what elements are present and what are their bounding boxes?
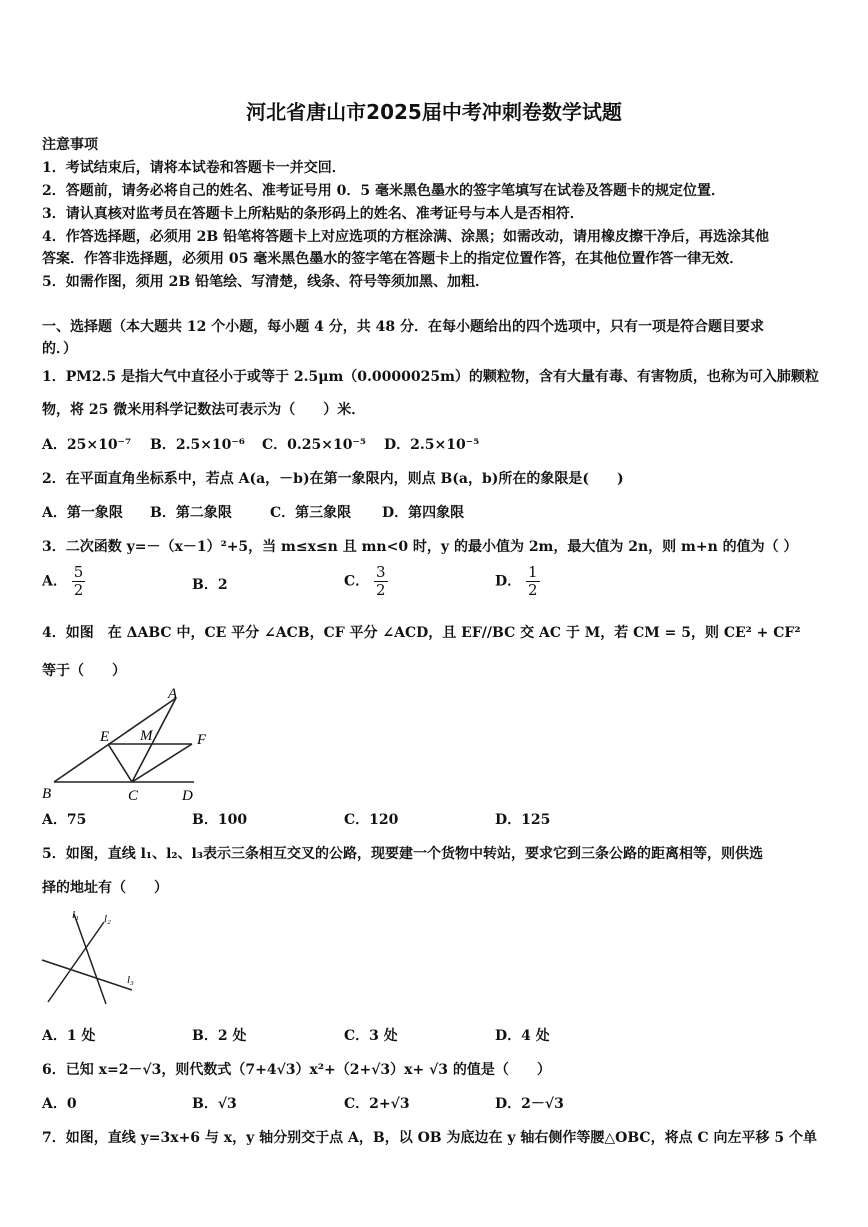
point-label: E (100, 729, 110, 745)
option-d: D．第四象限 (382, 505, 465, 521)
question-7-stem: 7．如图，直线 y=3x+6 与 x，y 轴分别交于点 A，B，以 OB 为底边在 y 轴右侧作等腰△OBC，将点 C 向左平移 5 个单 (42, 1130, 817, 1146)
option-c: C． $\frac{3}{2}$ (344, 563, 386, 599)
line-label: l₂ (104, 913, 111, 925)
question-5-stem-cont: 择的地址有（ ） (42, 880, 168, 896)
option-a: A．0 (42, 1096, 77, 1112)
option-c: C．2+√3 (344, 1096, 410, 1112)
option-a: A．第一象限 (42, 505, 123, 521)
option-c: C．120 (344, 812, 399, 828)
option-b: B．2.5×10⁻⁶ (150, 437, 245, 453)
option-d: D． $\frac{1}{2}$ (495, 563, 538, 599)
question-3-stem: 3．二次函数 y=－（x－1）²+5，当 m≤x≤n 且 mn<0 时，y 的最小值为 2m，最大值为 2n，则 m+n 的值为（ ） (42, 539, 798, 555)
fraction: $\frac{3}{2}$ (376, 563, 386, 599)
fraction: $\frac{1}{2}$ (528, 563, 538, 599)
option-a: A．1 处 (42, 1028, 96, 1044)
option-d: D．4 处 (495, 1028, 550, 1044)
question-1-stem: 1．PM2.5 是指大气中直径小于或等于 2.5μm（0.0000025m）的颗粒物，含有大量有毒、有害物质，也称为可入肺颗粒 (42, 369, 819, 385)
triangle-figure (40, 684, 230, 804)
option-b: B．2 处 (192, 1028, 247, 1044)
section-header-cont: 的．） (42, 341, 77, 357)
option-a: A． $\frac{5}{2}$ (42, 563, 84, 599)
notice-item: 1．考试结束后，请将本试卷和答题卡一并交回． (42, 160, 346, 176)
point-label: D (182, 788, 193, 804)
option-d: D．125 (495, 812, 551, 828)
line-label: l₁ (72, 909, 79, 921)
option-b: B．2 (192, 577, 228, 593)
point-label: C (128, 788, 139, 804)
notice-item: 4．作答选择题，必须用 2B 铅笔将答题卡上对应选项的方框涂满、涂黑；如需改动，请用橡皮擦干净后，再选涂其他 (42, 229, 770, 245)
option-c: C．0.25×10⁻⁵ (262, 437, 366, 453)
question-5-stem: 5．如图，直线 l₁、l₂、l₃表示三条相互交叉的公路，现要建一个货物中转站，要求它到三条公路的距离相等，则供选 (42, 846, 763, 862)
notice-item: 答案．作答非选择题，必须用 05 毫米黑色墨水的签字笔在答题卡上的指定位置作答，在其他位置作答一律无效． (42, 251, 744, 267)
question-6-stem: 6．已知 x=2－√3，则代数式（7+4√3）x²+（2+√3）x+ √3 的值是（ ） (42, 1062, 551, 1078)
option-c: C．3 处 (344, 1028, 398, 1044)
notice-item: 2．答题前，请务必将自己的姓名、准考证号用 0．5 毫米黑色墨水的签字笔填写在试卷及答题卡的规定位置． (42, 183, 725, 199)
question-1-stem-cont: 物，将 25 微米用科学记数法可表示为（ ）米． (42, 402, 366, 418)
line-label: l₃ (127, 974, 134, 986)
point-label: F (197, 732, 207, 748)
notice-item: 3．请认真核对监考员在答题卡上所粘贴的条形码上的姓名、准考证号与本人是否相符． (42, 206, 584, 222)
option-b: B．第二象限 (150, 505, 232, 521)
question-4-stem: 4．如图 在 ΔABC 中，CE 平分 ∠ACB，CF 平分 ∠ACD，且 EF//BC 交 AC 于 M，若 CM = 5，则 CE² + CF² (42, 625, 801, 641)
option-b: B．100 (192, 812, 248, 828)
point-label: B (42, 786, 52, 802)
notice-heading: 注意事项 (42, 137, 98, 153)
question-4-stem-cont: 等于（ ） (42, 663, 126, 679)
point-label: A (168, 686, 178, 702)
option-d: D．2.5×10⁻⁵ (384, 437, 480, 453)
option-a: A．25×10⁻⁷ (42, 437, 132, 453)
page-title: 河北省唐山市2025届中考冲刺卷数学试题 (246, 100, 622, 124)
notice-item: 5．如需作图，须用 2B 铅笔绘、写清楚，线条、符号等须加黑、加粗． (42, 274, 490, 290)
option-c: C．第三象限 (270, 505, 352, 521)
option-a: A．75 (42, 812, 87, 828)
fraction: $\frac{5}{2}$ (73, 563, 84, 599)
section-header: 一、选择题（本大题共 12 个小题，每小题 4 分，共 48 分．在每小题给出的四个选项中，只有一项是符合题目要求 (42, 319, 764, 335)
option-b: B．√3 (192, 1096, 237, 1112)
option-d: D．2－√3 (495, 1096, 564, 1112)
intersecting-lines-figure (40, 904, 150, 1009)
point-label: M (140, 728, 153, 744)
question-2-stem: 2．在平面直角坐标系中，若点 A(a，－b)在第一象限内，则点 B(a，b)所在的象限是( ) (42, 471, 624, 487)
